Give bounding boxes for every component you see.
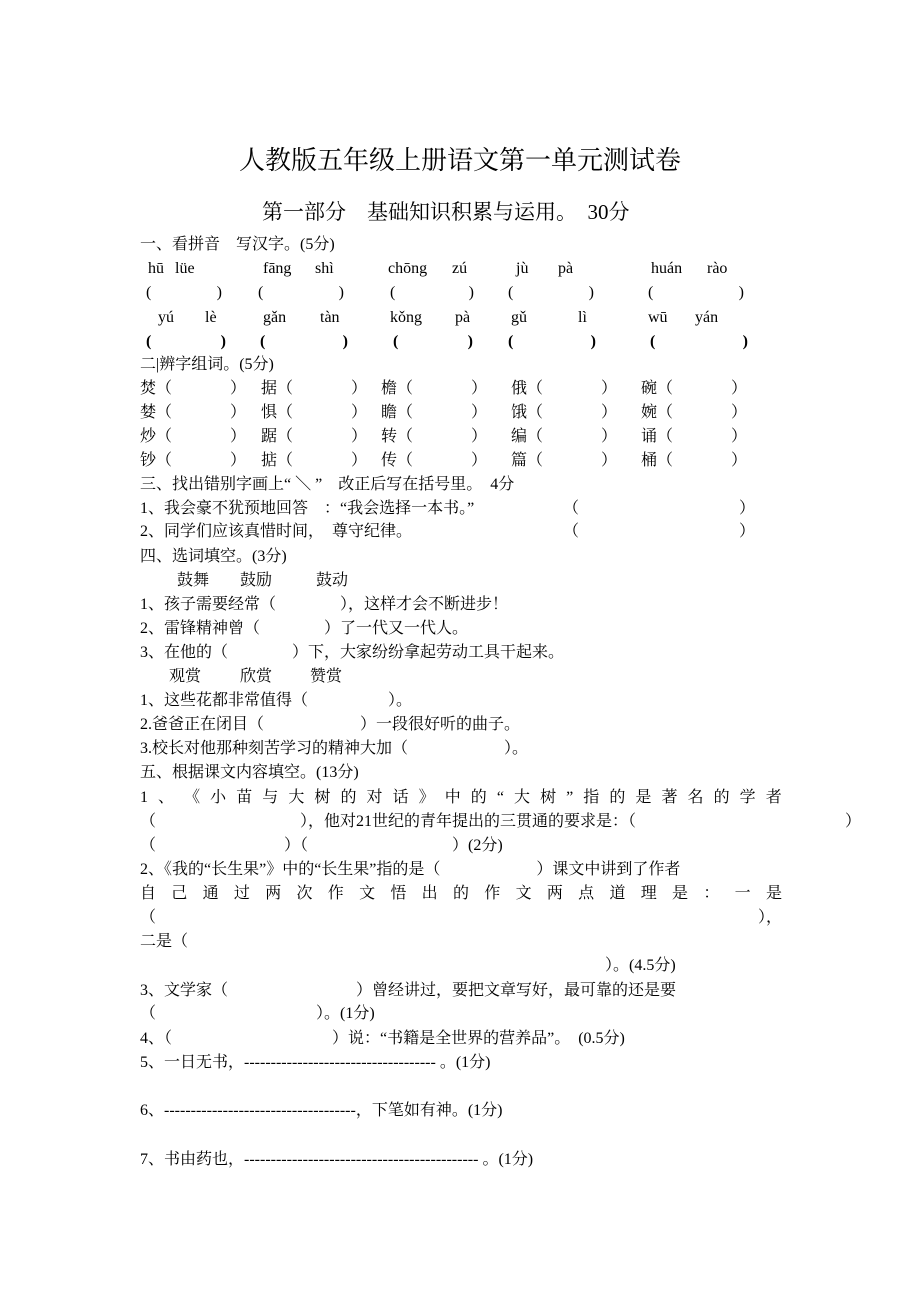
correction-blank[interactable]: （ ） xyxy=(563,500,755,517)
char-with-blank: 篇（ xyxy=(511,452,544,469)
answer-blank[interactable]: ( ) xyxy=(508,333,596,350)
char-with-blank: 诵（ xyxy=(641,428,674,445)
blank-close[interactable]: ） xyxy=(230,428,247,445)
text-char: 作 xyxy=(484,885,501,902)
text-char: 出 xyxy=(421,885,438,902)
word-option: 观赏 xyxy=(169,668,202,685)
text-char: 道 xyxy=(609,885,626,902)
text-question-2-line: 2、《我的“长生果”》中的“长生果”指的是（ ）课文中讲到了作者 xyxy=(140,861,681,878)
pinyin: yán xyxy=(695,309,719,326)
text-question-2-line: ）。(4.5分) xyxy=(605,957,676,974)
answer-blank[interactable]: ( ) xyxy=(258,284,344,301)
blank-close[interactable]: ） xyxy=(471,404,488,421)
section-4-heading: 四、选词填空。(3分) xyxy=(140,548,287,565)
page-title: 人教版五年级上册语文第一单元测试卷 xyxy=(238,146,681,175)
text-char: ” xyxy=(566,789,574,806)
blank-close[interactable]: ） xyxy=(601,428,618,445)
text-char: 是 xyxy=(635,789,652,806)
text-char: “ xyxy=(496,789,504,806)
char-with-blank: 婪（ xyxy=(140,404,173,421)
answer-blank[interactable]: ( ) xyxy=(650,333,748,350)
text-char: 者 xyxy=(765,789,782,806)
char-with-blank: 转（ xyxy=(381,428,414,445)
pinyin: kǒng xyxy=(390,309,422,326)
pinyin: pà xyxy=(455,309,471,326)
pinyin: gǔ xyxy=(511,309,527,326)
blank-close[interactable]: ） xyxy=(731,428,748,445)
text-char: 文 xyxy=(359,885,376,902)
text-question-1-line: （ ）（ ）(2分) xyxy=(140,837,503,854)
text-char: 己 xyxy=(171,885,188,902)
answer-blank[interactable]: （ ）， xyxy=(140,909,782,926)
blank-close[interactable]: ） xyxy=(601,452,618,469)
word-option: 鼓动 xyxy=(316,572,349,589)
blank-close[interactable]: ） xyxy=(230,452,247,469)
text-char: 大 xyxy=(288,789,305,806)
blank-close[interactable]: ） xyxy=(230,404,247,421)
fill-question: 3.校长对他那种刻苦学习的精神大加（ ）。 xyxy=(140,740,529,757)
word-option: 鼓励 xyxy=(240,572,273,589)
text-char: 的 xyxy=(452,885,469,902)
answer-blank[interactable]: ( ) xyxy=(648,284,744,301)
text-question-3-line: 3、文学家（ ）曾经讲过，要把文章写好，最可靠的还是要 xyxy=(140,982,677,999)
pinyin: pà xyxy=(558,260,574,277)
char-with-blank: 瞻（ xyxy=(381,404,414,421)
blank-close[interactable]: ） xyxy=(731,404,748,421)
blank-close[interactable]: ） xyxy=(471,380,488,397)
blank-close: ） xyxy=(845,813,862,830)
text-char: 中 xyxy=(444,789,461,806)
text-char: 一 xyxy=(734,885,751,902)
char-with-blank: 编（ xyxy=(511,428,544,445)
text-char: 树 xyxy=(314,789,331,806)
page-subtitle: 第一部分 基础知识积累与运用。 30分 xyxy=(262,200,630,224)
char-with-blank: 檐（ xyxy=(381,380,414,397)
text-question-3-line: （ ）。(1分) xyxy=(140,1005,375,1022)
pinyin: lì xyxy=(578,309,587,326)
fill-question: 2、雷锋精神曾（ ）了一代又一代人。 xyxy=(140,620,469,637)
text-char: 自 xyxy=(140,885,157,902)
blank-close[interactable]: ） xyxy=(351,452,368,469)
blank-close[interactable]: ） xyxy=(351,404,368,421)
pinyin: tàn xyxy=(320,309,340,326)
answer-blank[interactable]: ( ) xyxy=(260,333,348,350)
text-char: 是 xyxy=(672,885,689,902)
char-with-blank: 据（ xyxy=(261,380,294,397)
text-char: 、 xyxy=(158,789,175,806)
answer-blank[interactable]: ( ) xyxy=(393,333,473,350)
pinyin: huán xyxy=(651,260,683,277)
char-with-blank: 传（ xyxy=(381,452,414,469)
correction-question-1: 1、我会豪不犹预地回答 ：“我会选择一本书。” xyxy=(140,500,475,517)
pinyin: jù xyxy=(516,260,529,277)
char-with-blank: 俄（ xyxy=(511,380,544,397)
pinyin: wū xyxy=(648,309,668,326)
word-option: 鼓舞 xyxy=(177,572,210,589)
correction-blank[interactable]: （ ） xyxy=(563,523,755,540)
blank-close[interactable]: ） xyxy=(471,452,488,469)
text-char: 两 xyxy=(265,885,282,902)
text-question-5: 5、一日无书，------------------------------------ 。(1分) xyxy=(140,1054,491,1071)
text-char: 次 xyxy=(296,885,313,902)
pinyin: zú xyxy=(452,260,468,277)
text-char: 是 xyxy=(765,885,782,902)
char-with-blank: 碗（ xyxy=(641,380,674,397)
char-with-blank: 踞（ xyxy=(261,428,294,445)
text-question-1-line: （ ），他对21世纪的青年提出的三贯通的要求是：（ xyxy=(140,813,637,830)
blank-close[interactable]: ） xyxy=(731,452,748,469)
text-char: 点 xyxy=(578,885,595,902)
correction-question-2: 2、同学们应该真惜时间， 尊守纪律。 xyxy=(140,523,413,540)
fill-question: 1、这些花都非常值得（ ）。 xyxy=(140,692,413,709)
char-with-blank: 婉（ xyxy=(641,404,674,421)
pinyin: yú xyxy=(158,309,174,326)
char-with-blank: 饿（ xyxy=(511,404,544,421)
blank-close[interactable]: ） xyxy=(351,428,368,445)
text-char: 过 xyxy=(233,885,250,902)
text-char: 的 xyxy=(609,789,626,806)
text-char: 对 xyxy=(366,789,383,806)
text-char: 悟 xyxy=(390,885,407,902)
fill-question: 2.爸爸正在闭目（ ）一段很好听的曲子。 xyxy=(140,716,521,733)
text-char: 苗 xyxy=(236,789,253,806)
answer-blank[interactable]: ( ) xyxy=(146,284,222,301)
pinyin: fāng xyxy=(263,260,292,277)
fill-question: 1、孩子需要经常（ ），这样才会不断进步！ xyxy=(140,596,509,613)
text-char: 通 xyxy=(202,885,219,902)
char-with-blank: 炒（ xyxy=(140,428,173,445)
char-with-blank: 掂（ xyxy=(261,452,294,469)
text-char: 两 xyxy=(546,885,563,902)
text-char: 文 xyxy=(515,885,532,902)
text-char: 树 xyxy=(540,789,557,806)
text-char: 的 xyxy=(713,789,730,806)
text-char: 理 xyxy=(640,885,657,902)
answer-blank[interactable]: ( ) xyxy=(508,284,594,301)
pinyin: rào xyxy=(707,260,728,277)
pinyin: hū xyxy=(148,260,164,277)
char-with-blank: 焚（ xyxy=(140,380,173,397)
text-char: 著 xyxy=(661,789,678,806)
text-char: 小 xyxy=(210,789,227,806)
section-1-heading: 一、看拼音 写汉字。(5分) xyxy=(140,236,335,253)
blank-close[interactable]: ） xyxy=(471,428,488,445)
section-2-heading: 二|辨字组词。(5分) xyxy=(140,356,274,373)
text-question-2-line xyxy=(140,884,782,904)
blank-close[interactable]: ） xyxy=(731,380,748,397)
text-char: 大 xyxy=(514,789,531,806)
blank-close[interactable]: ） xyxy=(230,380,247,397)
text-char: 话 xyxy=(392,789,409,806)
text-char: 的 xyxy=(340,789,357,806)
text-char: ： xyxy=(703,885,720,902)
pinyin: lüe xyxy=(175,260,195,277)
text-question-6: 6、------------------------------------，下笔如有神。(1分) xyxy=(140,1102,503,1119)
fill-question: 3、在他的（ ）下，大家纷纷拿起劳动工具干起来。 xyxy=(140,644,565,661)
char-with-blank: 钞（ xyxy=(140,452,173,469)
pinyin: shì xyxy=(315,260,334,277)
blank-close[interactable]: ） xyxy=(601,380,618,397)
blank-close[interactable]: ） xyxy=(601,404,618,421)
answer-blank[interactable]: ( ) xyxy=(390,284,474,301)
pinyin: lè xyxy=(205,309,217,326)
text-char: 名 xyxy=(687,789,704,806)
section-3-heading: 三、找出错别字画上“ ＼ ” 改正后写在括号里。 4分 xyxy=(140,476,515,493)
blank-close[interactable]: ） xyxy=(351,380,368,397)
text-question-4: 4、（ ）说：“书籍是全世界的营养品”。 (0.5分) xyxy=(140,1030,625,1047)
pinyin: gǎn xyxy=(263,309,287,326)
text-char: 作 xyxy=(327,885,344,902)
pinyin: chōng xyxy=(388,260,428,277)
text-question-2-line: 二是（ xyxy=(140,933,189,950)
text-char: 》 xyxy=(418,789,435,806)
text-char: 指 xyxy=(583,789,600,806)
text-char: 1 xyxy=(140,789,148,806)
answer-blank[interactable]: ( ) xyxy=(146,333,226,350)
text-char: 与 xyxy=(262,789,279,806)
char-with-blank: 惧（ xyxy=(261,404,294,421)
char-with-blank: 桶（ xyxy=(641,452,674,469)
text-char: 学 xyxy=(739,789,756,806)
text-char: 《 xyxy=(184,789,201,806)
word-option: 欣赏 xyxy=(240,668,273,685)
text-question-7: 7、书由药也，-------------------------------------------- 。(1分) xyxy=(140,1151,534,1168)
text-question-1-line xyxy=(140,788,782,808)
word-option: 赞赏 xyxy=(310,668,343,685)
text-char: 的 xyxy=(470,789,487,806)
section-5-heading: 五、根据课文内容填空。(13分) xyxy=(140,764,359,781)
